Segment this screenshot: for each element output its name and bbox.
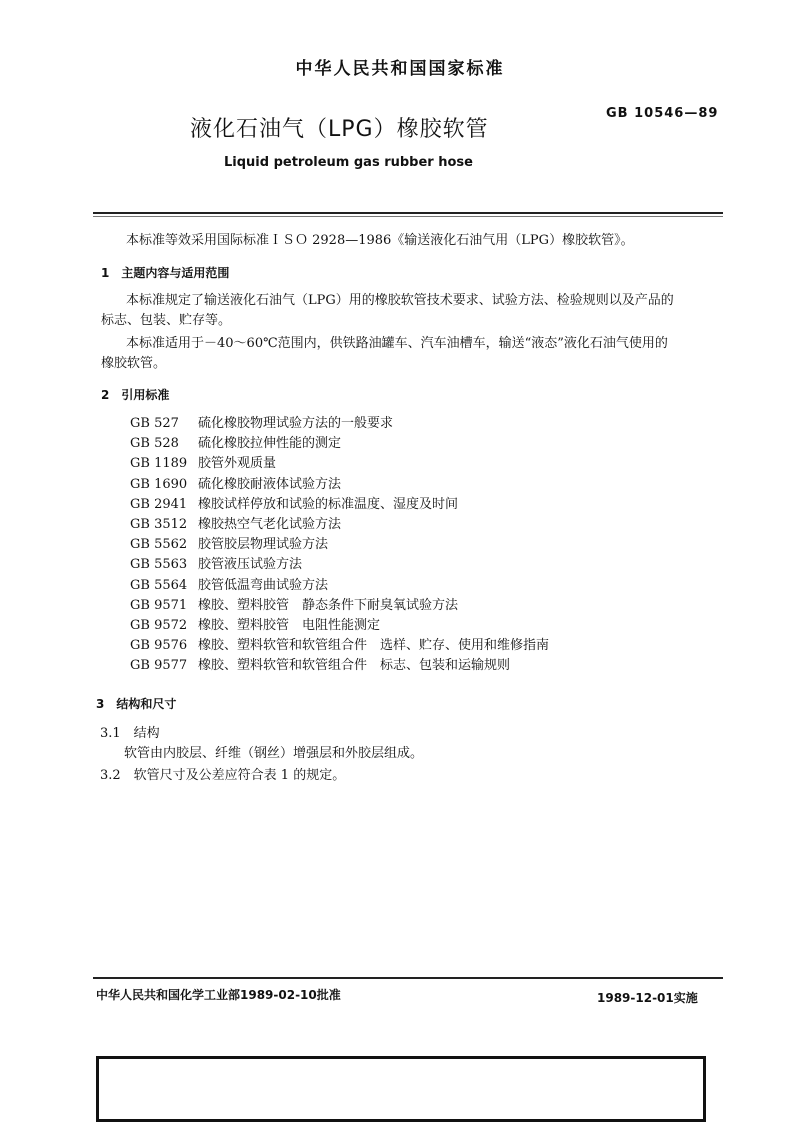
reference-code: GB 9577 [130,658,188,674]
reference-item [130,596,458,616]
reference-title: 胶管外观质量 [198,456,277,472]
reference-item [130,656,510,676]
section-2-heading: 2 引用标准 [101,388,170,402]
section-3-2-text: 3.2 软管尺寸及公差应符合表 1 的规定。 [100,768,346,783]
reference-title: 橡胶试样停放和试验的标准温度、湿度及时间 [198,496,459,512]
reference-code: GB 527 [130,416,179,431]
reference-item [130,555,302,575]
section-1-p1-line1: 本标准规定了输送液化石油气（LPG）用的橡胶软管技术要求、试验方法、检验规则以及产品的 [126,293,674,308]
reference-item [130,636,549,656]
standard-number: GB 10546—89 [606,106,719,121]
reference-item [130,535,328,555]
reference-code: GB 5562 [130,537,188,553]
footer-divider [93,977,723,979]
reference-title: 胶管液压试验方法 [198,557,303,573]
reference-title: 硫化橡胶物理试验方法的一般要求 [198,416,394,431]
reference-code: GB 3512 [130,517,188,532]
reference-code: GB 5564 [130,577,188,593]
reference-title: 胶管低温弯曲试验方法 [198,577,329,593]
reference-item [130,454,276,474]
section-1-p1-line2: 标志、包装、贮存等。 [101,313,232,328]
reference-item [130,475,341,495]
reference-title: 硫化橡胶耐液体试验方法 [198,476,342,492]
reference-title: 橡胶、塑料软管和软管组合件 标志、包装和运输规则 [198,658,511,674]
reference-item [130,414,393,434]
reference-title: 橡胶热空气老化试验方法 [198,517,342,532]
reference-title: 橡胶、塑料胶管 静态条件下耐臭氧试验方法 [198,597,459,613]
reference-code: GB 1690 [130,476,188,492]
document-title-english: Liquid petroleum gas rubber hose [224,155,473,170]
reference-item [130,576,328,596]
reference-code: GB 9576 [130,638,188,654]
reference-code: GB 5563 [130,557,188,573]
implementation-date: 1989-12-01实施 [597,991,698,1005]
section-1-p2-line2: 橡胶软管。 [101,356,167,371]
reference-title: 橡胶、塑料软管和软管组合件 选样、贮存、使用和维修指南 [198,638,550,654]
section-3-heading: 3 结构和尺寸 [96,697,177,711]
reference-item [130,616,380,636]
reference-item [130,495,458,515]
intro-paragraph: 本标准等效采用国际标准ＩＳＯ 2928—1986《输送液化石油气用（LPG）橡胶软管》。 [126,233,634,248]
header-divider [93,212,723,214]
section-3-1-text: 软管由内胶层、纤维（钢丝）增强层和外胶层组成。 [124,746,424,761]
approval-line: 中华人民共和国化学工业部1989-02-10批准 [96,988,341,1002]
reference-code: GB 9571 [130,597,188,613]
reference-code: GB 528 [130,436,179,452]
reference-code: GB 1189 [130,456,188,472]
reference-item [130,434,341,454]
reference-title: 硫化橡胶拉伸性能的测定 [198,436,342,452]
page-frame-box [96,1056,706,1122]
reference-item [130,515,341,535]
document-title: 液化石油气（LPG）橡胶软管 [190,117,489,142]
reference-title: 胶管胶层物理试验方法 [198,537,329,553]
section-3-1-heading: 3.1 结构 [100,726,160,741]
reference-code: GB 9572 [130,618,188,633]
section-1-p2-line1: 本标准适用于－40～60℃范围内，供铁路油罐车、汽车油槽车，输送“液态”液化石油气使用的 [126,336,668,351]
issuing-authority: 中华人民共和国国家标准 [295,59,505,79]
section-1-heading: 1 主题内容与适用范围 [101,266,230,280]
reference-code: GB 2941 [130,496,188,512]
header-divider-thin [93,216,723,217]
reference-title: 橡胶、塑料胶管 电阻性能测定 [198,618,381,633]
